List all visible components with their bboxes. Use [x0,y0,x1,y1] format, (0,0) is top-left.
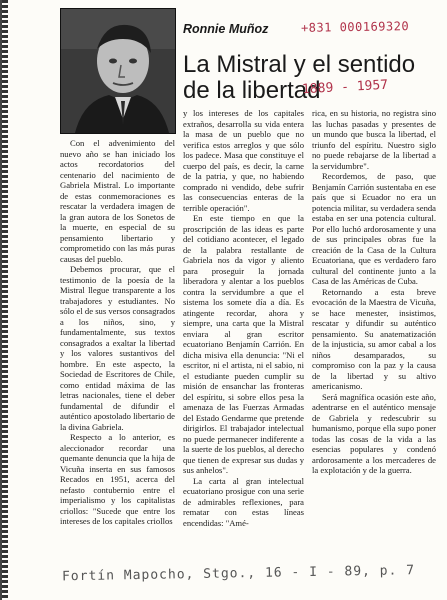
author-portrait-photo [60,8,176,134]
clipping-torn-edge [2,0,8,600]
paragraph: y los intereses de los capitales extraños, desarrolla su vida entera la masa de un pueblo que no verifica estos arreglos y que sólo los padece. Masa que constituye el cuerpo del país, es decir, la carne de la patria, y que, no habiendo comprado ni vendido, debe sufrir las consecuencias enteras de la terrible operación". [183,108,304,213]
handwritten-years: 1889 - 1957 [301,77,389,98]
article-column-2 [183,108,304,528]
article-column-3 [312,108,436,476]
article-title: La Mistral y el sentido de la libertad [183,51,416,104]
paragraph: Será magnífica ocasión este año, adentrarse en el auténtico mensaje de Gabriela y redescubrir su humanismo, porque ella supo poner todas las cosas de la vida a las esencias populares y condenó ardorosamente a los mercaderes de la explotación y de la guerra. [312,391,436,475]
paragraph: Recordemos, de paso, que Benjamín Carrión sustentaba en ese país que si Ecuador no era un potencia militar, su verdadera senda estaba en ser una potencia cultural. Por ello luchó ardorosamente y una de sus principales obras fue la creación de la Casa de la Cultura Ecuatoriana, que es verdadero faro cultural del continente junto a la Casa de las Américas de Cuba. [312,171,436,286]
paragraph: Respecto a lo anterior, es aleccionador recordar una quemante denuncia que la hija de Vicuña inserta en sus famosos Recados en 1951, acerca del nefasto contubernio entre el imperialismo y los capitalistas criollos: "Sucede que entre los intereses de los capitales criollos [60,432,175,526]
paragraph: Debemos procurar, que el testimonio de la poesía de la Mistral llegue transparente a los trabajadores y estudiantes. No sólo el de sus versos consagrados a los niños, sino, y fundamentalmente, sus textos consagrados a exaltar la libertad y los valores sustantivos del hombre. En este aspecto, la Sociedad de Escritores de Chile, como entidad máxima de las letras nacionales, tiene el deber fundamental de difundir el auténtico apostolado libertario de la divina Gabriela. [60,264,175,432]
handwritten-source-note: Fortín Mapocho, Stgo., 16 - I - 89, p. 7 [61,563,416,585]
article-column-1 [60,138,175,527]
handwritten-reference-number: +831 000169320 [300,19,410,35]
portrait-photo-icon [61,9,175,133]
paragraph: La carta al gran intelectual ecuatoriano prosigue con una serie de admirables reflexiones, para rematar con estas líneas encendidas: "Amé- [183,475,304,528]
paragraph: Con el advenimiento del nuevo año se han iniciado los actos recordatorios del centenario del nacimiento de Gabriela Mistral. Lo importante de estas conmemoraciones es rescatar la verdadera imagen de la gran autora de los Sonetos de la muerte, en especial de su pensamiento libertario y comprometido con las más puras causas del pueblo. [60,138,175,264]
paragraph: rica, en su historia, no registra sino las luchas pasadas y presentes de un mundo que busca la libertad, el triunfo del espíritu. Nuestro siglo no puede rebajarse de la libertad a la servidumbre". [312,108,436,171]
paragraph: Retornando a esta breve evocación de la Maestra de Vicuña, se hace menester, insistimos, rescatar y difundir su auténtico pensamiento. Su anatematización de la injusticia, su amor cabal a los niños desamparados, su compromiso con la paz y la causa de la libertad y su altivo americanismo. [312,286,436,391]
paragraph: En este tiempo en que la proscripción de las ideas es parte del cotidiano acontecer, el legado de la palabra restallante de Gabriela nos da vigor y aliento para proseguir la jornada liberadora y alentar a los pueblos contra la servidumbre a que el sistema los somete día a día. Es atingente recordar, ahora y siempre, una carta que la Mistral enviara al gran escritor ecuatoriano Benjamín Carrión. En dicha misiva ella denuncia: "Ni el escritor, ni el artista, ni el sabio, ni el estudiante pueden cumplir su misión de ensanchar las fronteras del espíritu, si sobre ellos pesa la amenaza de las Fuerzas Armadas del Estado Gendarme que pretende dirigirlos. El trabajador intelectual no puede permanecer indiferente a la suerte de los pueblos, al derecho que tienen de expresar sus dudas y sus anhelos". [183,213,304,475]
author-byline: Ronnie Muñoz [183,22,269,36]
